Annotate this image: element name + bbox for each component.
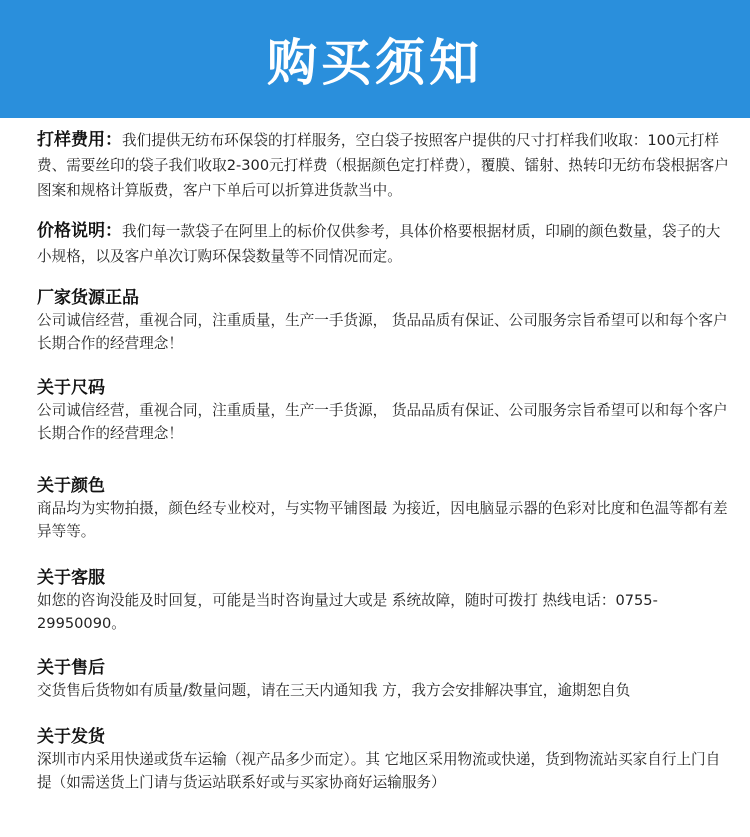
notice-content bbox=[0, 118, 750, 794]
section-sample-fee bbox=[37, 128, 730, 203]
section-text: 我们提供无纺布环保袋的打样服务，空白袋子按照客户提供的尺寸打样我们收取：100元打样费、需要丝印的袋子我们收取2-300元打样费（根据颜色定打样费），覆膜、镭射、热转印无纺布袋根据客户图案和规格计算版费，客户下单后可以折算进货款当中。 bbox=[37, 132, 729, 199]
section-heading: 关于颜色 bbox=[37, 476, 105, 496]
section-text: 公司诚信经营，重视合同，注重质量，生产一手货源， 货品品质有保证、公司服务宗旨希望可以和每个客户长期合作的经营理念！ bbox=[37, 312, 728, 352]
section-size bbox=[37, 377, 730, 445]
section-text: 商品均为实物拍摄，颜色经专业校对，与实物平铺图最 为接近，因电脑显示器的色彩对比度和色温等都有差异等等。 bbox=[37, 500, 728, 540]
section-after-sales bbox=[37, 657, 730, 702]
section-heading: 关于售后 bbox=[37, 658, 105, 678]
section-heading: 厂家货源正品 bbox=[37, 288, 139, 308]
section-text: 交货售后货物如有质量/数量问题，请在三天内通知我 方，我方会安排解决事宜，逾期恕自负 bbox=[37, 682, 631, 699]
section-text: 深圳市内采用快递或货车运输（视产品多少而定）。其 它地区采用物流或快递，货到物流站买家自行上门自提（如需送货上门请与货运站联系好或与买家协商好运输服务） bbox=[37, 751, 721, 791]
section-text: 如您的咨询没能及时回复，可能是当时咨询量过大或是 系统故障，随时可拨打 热线电话：0755-29950090。 bbox=[37, 592, 658, 632]
section-label: 价格说明： bbox=[37, 221, 122, 241]
section-label: 打样费用： bbox=[37, 130, 122, 150]
section-text: 公司诚信经营，重视合同，注重质量，生产一手货源， 货品品质有保证、公司服务宗旨希望可以和每个客户长期合作的经营理念！ bbox=[37, 402, 728, 442]
section-genuine-source bbox=[37, 287, 730, 355]
section-heading: 关于客服 bbox=[37, 568, 105, 588]
section-shipping bbox=[37, 726, 730, 794]
title-banner bbox=[0, 0, 750, 118]
section-heading: 关于发货 bbox=[37, 727, 105, 747]
section-text: 我们每一款袋子在阿里上的标价仅供参考，具体价格要根据材质，印刷的颜色数量，袋子的大小规格，以及客户单次订购环保袋数量等不同情况而定。 bbox=[37, 223, 721, 265]
section-customer-service bbox=[37, 567, 730, 635]
section-color bbox=[37, 475, 730, 543]
page-title: 购买须知 bbox=[267, 34, 483, 92]
section-price-note bbox=[37, 219, 730, 269]
section-heading: 关于尺码 bbox=[37, 378, 105, 398]
